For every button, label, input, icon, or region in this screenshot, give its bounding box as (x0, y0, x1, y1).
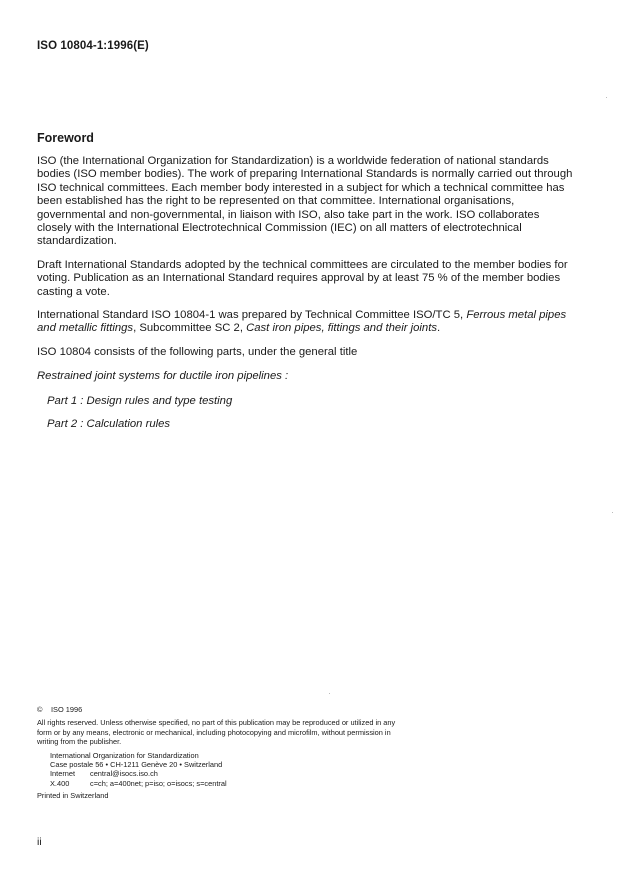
copyright-notice (37, 705, 397, 801)
list-item-part-2: Part 2 : Calculation rules (47, 418, 171, 431)
x400-value: c=ch; a=400net; p=iso; o=isocs; s=central (90, 778, 227, 788)
x400-row (50, 779, 397, 788)
list-item-part-1: Part 1 : Design rules and type testing (47, 394, 233, 407)
copyright-icon: © (37, 705, 43, 714)
committee-title: Ferrous metal pipes and metallic fittings (37, 309, 567, 335)
org-name: International Organization for Standardization (50, 750, 199, 760)
rights-statement: All rights reserved. Unless otherwise specified, no part of this publication may be reproduced or utilized in any form or by any means, electronic or mechanical, including photocopying and microfilm, without permission in writing from the publisher. (37, 718, 396, 747)
scan-speck (612, 512, 613, 513)
internet-label: Internet (50, 769, 76, 779)
page-number: ii (37, 836, 42, 848)
x400-label: X.400 (50, 778, 70, 788)
text-fragment: International Standard ISO 10804-1 was prepared by Technical Committee ISO/TC 5, (37, 309, 467, 322)
paragraph-parts-intro: ISO 10804 consists of the following parts, under the general title (37, 345, 358, 358)
document-identifier: ISO 10804-1:1996(E) (37, 40, 149, 52)
paragraph-prepared-by (37, 309, 577, 336)
text-fragment: , Subcommittee SC 2, (133, 322, 247, 335)
scan-speck (606, 97, 607, 98)
internet-value: central@isocs.iso.ch (90, 769, 158, 779)
foreword-body (37, 155, 577, 442)
internet-row (50, 769, 397, 778)
paragraph-draft-standards: Draft International Standards adopted by the technical committees are circulated to the member bodies for voting. Publication as an International Standard requires approval by at least 75 % of the member bodies casting a vote. (37, 258, 568, 298)
section-title: Foreword (37, 131, 94, 145)
copyright-year: ISO 1996 (51, 705, 83, 714)
subcommittee-title: Cast iron pipes, fittings and their joints (246, 322, 437, 335)
general-title: Restrained joint systems for ductile iron pipelines : (37, 370, 289, 383)
publisher-address (37, 751, 397, 789)
text-fragment: . (436, 322, 441, 335)
paragraph-iso-intro: ISO (the International Organization for Standardization) is a worldwide federation of national standards bodies (ISO member bodies). The work of preparing International Standards is normally carried out through ISO technical committees. Each member body interested in a subject for which a technical committee has been established has the right to be represented on that committee. International organisations, governmental and non-governmental, in liaison with ISO, also take part in the work. ISO collaborates closely with the International Electrotechnical Commission (IEC) on all matters of electrotechnical standardization. (37, 155, 573, 248)
printed-in: Printed in Switzerland (37, 791, 109, 801)
postal-address: Case postale 56 • CH-1211 Genève 20 • Switzerland (50, 760, 223, 770)
copyright-line (37, 705, 397, 714)
scan-speck (329, 693, 330, 694)
